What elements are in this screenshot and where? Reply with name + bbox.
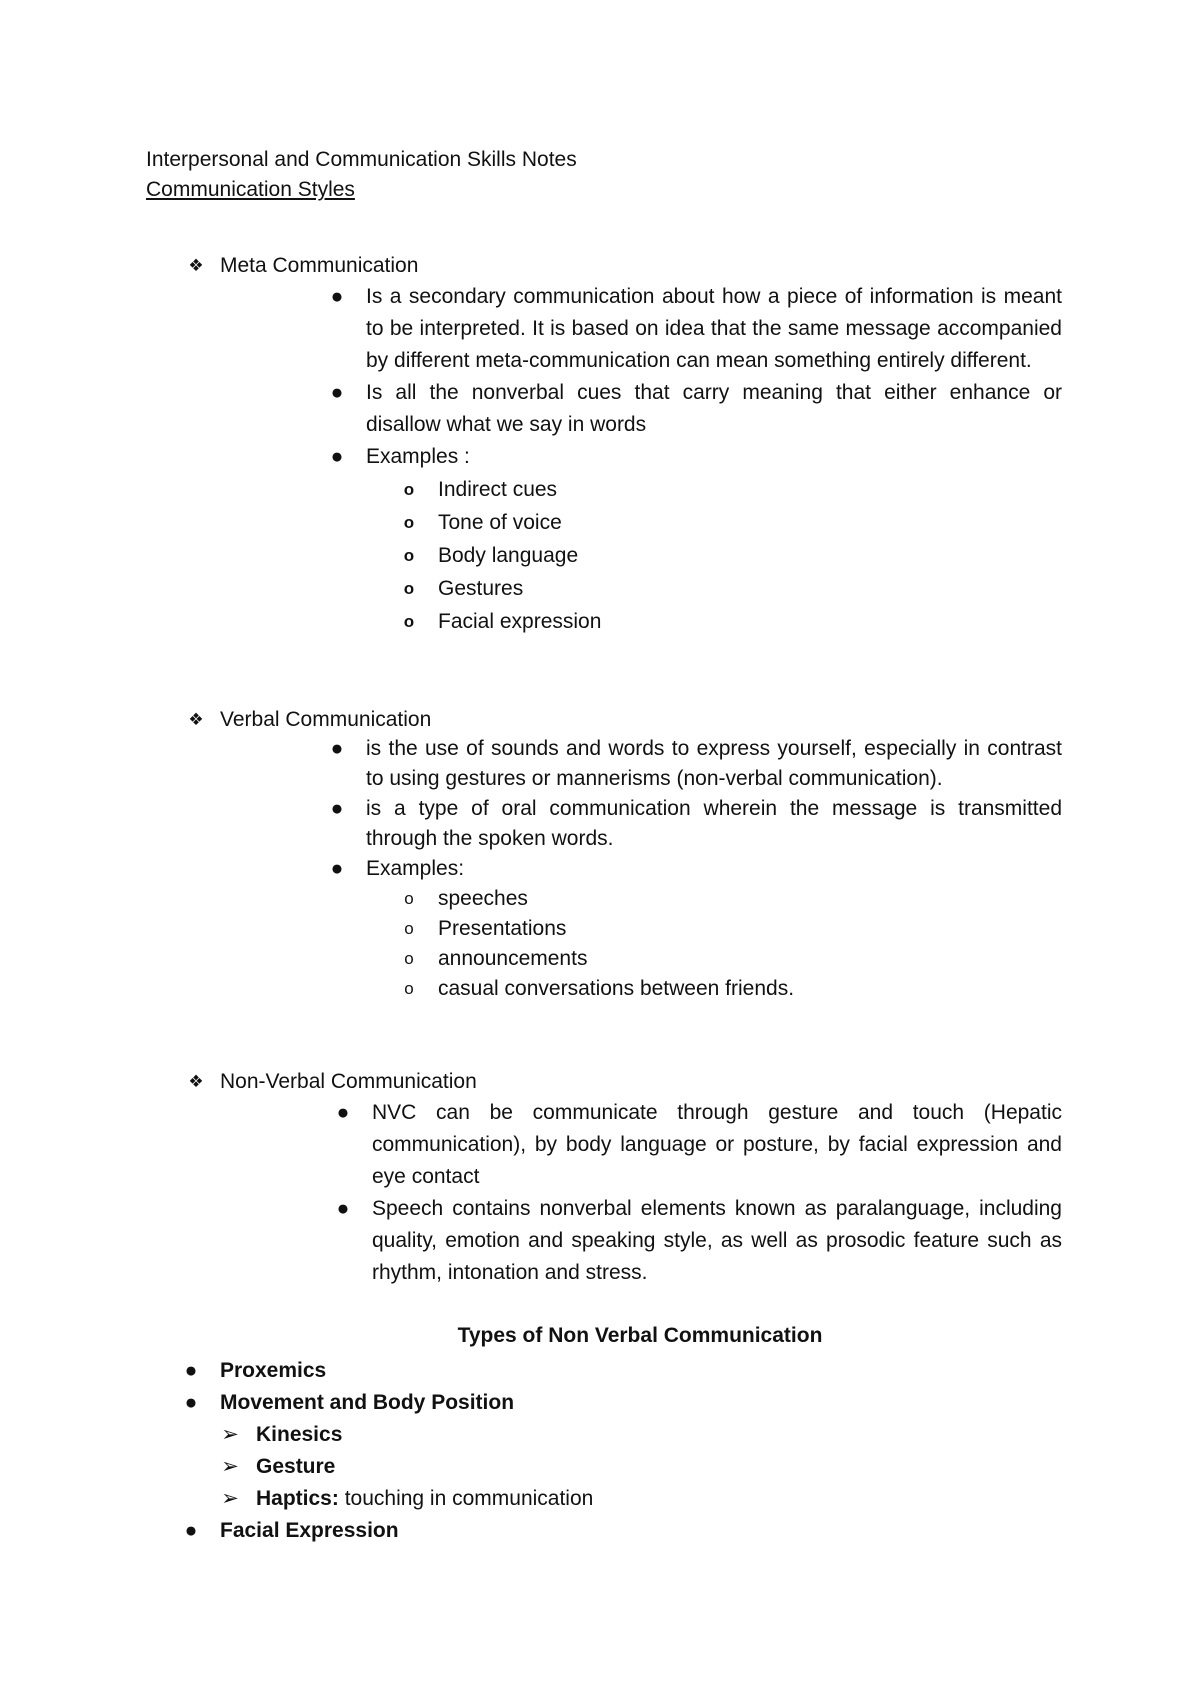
circle-bullet-icon: o [404, 889, 414, 908]
bullet-dot-icon: ● [336, 1197, 350, 1220]
section-heading-verbal [186, 708, 431, 732]
verbal-bullet-list [330, 734, 1062, 1004]
types-list [184, 1355, 594, 1547]
section-heading-meta [186, 254, 418, 278]
list-item: ● Movement and Body Position ➢ Kinesics ➢ Gesture ➢ Haptics: touching in communication [220, 1387, 593, 1515]
bullet-dot-icon: ● [184, 1519, 198, 1542]
types-heading: Types of Non Verbal Communication [457, 1324, 823, 1347]
bullet-dot-icon: ● [336, 1101, 350, 1124]
list-item: ● Speech contains nonverbal elements known as paralanguage, including quality, emotion and speaking style, as well as prosodic feature such as rhythm, intonation and stress. [372, 1193, 1062, 1289]
list-item: o announcements [438, 944, 1062, 974]
bullet-dot-icon: ● [330, 285, 344, 308]
list-item: ● NVC can be communicate through gesture and touch (Hepatic communication), by body language or posture, by facial expression and eye contact [372, 1097, 1062, 1193]
list-item: o Indirect cues [438, 473, 1062, 506]
list-item: ● is a type of oral communication wherein the message is transmitted through the spoken words. [366, 794, 1062, 854]
bullet-dot-icon: ● [184, 1391, 198, 1414]
bullet-dot-icon: ● [330, 445, 344, 468]
section-heading-text: Verbal Communication [220, 708, 432, 731]
circle-bullet-icon: o [404, 949, 414, 968]
list-item: ➢ Kinesics [256, 1419, 593, 1451]
list-item: ➢ Gesture [256, 1451, 593, 1483]
list-item: ● Is all the nonverbal cues that carry meaning that either enhance or disallow what we say in words [366, 377, 1062, 441]
bullet-dot-icon: ● [184, 1359, 198, 1382]
arrow-bullet-icon: ➢ [221, 1455, 239, 1478]
list-item: o Tone of voice [438, 506, 1062, 539]
list-item: o speeches [438, 884, 1062, 914]
section-heading-text: Meta Communication [220, 254, 419, 277]
list-item: ● Examples : o Indirect cues o Tone of voice o Body language o Gestures o Facial expression [366, 441, 1062, 638]
section-heading-text: Non-Verbal Communication [220, 1070, 477, 1093]
diamond-bullet-icon: ❖ [188, 256, 204, 275]
circle-bullet-icon: o [403, 579, 415, 598]
circle-bullet-icon: o [404, 919, 414, 938]
meta-bullet-list [330, 281, 1062, 638]
circle-bullet-icon: o [403, 480, 415, 499]
section-heading-nonverbal [186, 1070, 477, 1094]
arrow-bullet-icon: ➢ [221, 1423, 239, 1446]
list-item: o Body language [438, 539, 1062, 572]
nonverbal-bullet-list [336, 1097, 1062, 1289]
circle-bullet-icon: o [403, 612, 415, 631]
bullet-dot-icon: ● [330, 797, 344, 820]
circle-bullet-icon: o [403, 513, 415, 532]
diamond-bullet-icon: ❖ [188, 1072, 204, 1091]
list-item: o Gestures [438, 572, 1062, 605]
document-title: Interpersonal and Communication Skills Notes [146, 148, 577, 171]
list-item: ● Proxemics [220, 1355, 593, 1387]
arrow-bullet-icon: ➢ [221, 1487, 239, 1510]
document-subtitle: Communication Styles [146, 178, 355, 201]
list-item: ● is the use of sounds and words to express yourself, especially in contrast to using gestures or mannerisms (non-verbal communication). [366, 734, 1062, 794]
list-item: ● Examples: o speeches o Presentations o announcements o casual conversations between friends. [366, 854, 1062, 1004]
bullet-dot-icon: ● [330, 737, 344, 760]
list-item: o Presentations [438, 914, 1062, 944]
list-item: ➢ Haptics: touching in communication [256, 1483, 593, 1515]
circle-bullet-icon: o [404, 979, 414, 998]
bullet-dot-icon: ● [330, 381, 344, 404]
diamond-bullet-icon: ❖ [188, 710, 204, 729]
list-item: ● Is a secondary communication about how a piece of information is meant to be interpreted. It is based on idea that the same message accompanied by different meta-communication can mean something entirely different. [366, 281, 1062, 377]
list-item: o casual conversations between friends. [438, 974, 1062, 1004]
circle-bullet-icon: o [403, 546, 415, 565]
bullet-dot-icon: ● [330, 857, 344, 880]
verbal-examples-list [366, 884, 1062, 1004]
list-item: o Facial expression [438, 605, 1062, 638]
meta-examples-list [366, 473, 1062, 638]
movement-sublist [220, 1419, 593, 1515]
list-item: ● Facial Expression [220, 1515, 593, 1547]
